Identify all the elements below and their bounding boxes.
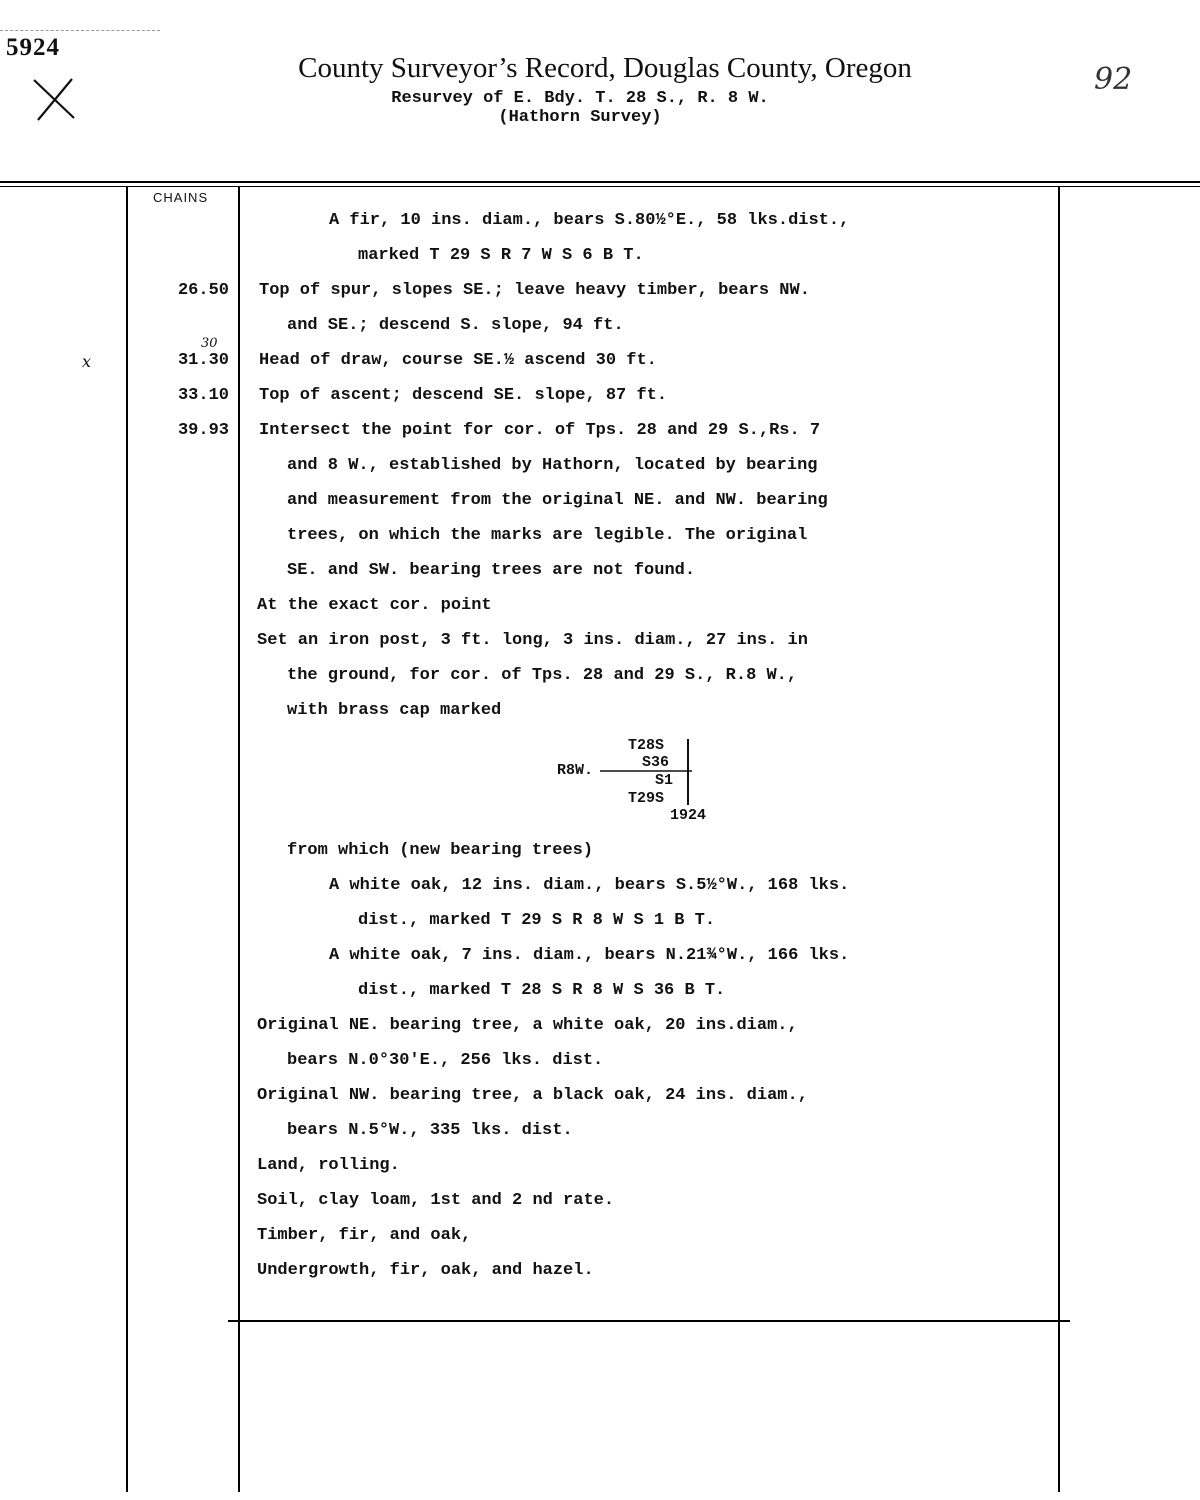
record-line: and SE.; descend S. slope, 94 ft.: [287, 316, 624, 335]
record-line: the ground, for cor. of Tps. 28 and 29 S., R.8 W.,: [287, 666, 798, 685]
record-line: A fir, 10 ins. diam., bears S.80½°E., 58 lks.dist.,: [329, 211, 850, 230]
margin-check-mark: x: [82, 352, 92, 371]
cap-section-lower: S1: [655, 772, 674, 789]
record-line: Soil, clay loam, 1st and 2 nd rate.: [257, 1191, 615, 1210]
record-line: Original NW. bearing tree, a black oak, 24 ins. diam.,: [257, 1086, 808, 1105]
chain-value: 39.93: [177, 421, 229, 440]
record-line: and measurement from the original NE. and NW. bearing: [287, 491, 828, 510]
record-line: from which (new bearing trees): [287, 841, 594, 860]
record-line: with brass cap marked: [287, 701, 502, 720]
cap-township-top: T28S: [628, 737, 665, 754]
subtitle-line-2: (Hathorn Survey): [498, 108, 662, 127]
record-line: A white oak, 7 ins. diam., bears N.21¾°W., 166 lks.: [329, 946, 850, 965]
record-line: bears N.0°30'E., 256 lks. dist.: [287, 1051, 604, 1070]
subtitle-line-1: Resurvey of E. Bdy. T. 28 S., R. 8 W.: [391, 89, 769, 108]
record-line: bears N.5°W., 335 lks. dist.: [287, 1121, 573, 1140]
page-number: 92: [1094, 62, 1133, 97]
record-line: Top of spur, slopes SE.; leave heavy timber, bears NW.: [259, 281, 810, 300]
record-line: Undergrowth, fir, oak, and hazel.: [257, 1261, 594, 1280]
cap-township-bottom: T29S: [628, 790, 665, 807]
record-line: and 8 W., established by Hathorn, located by bearing: [287, 456, 818, 475]
doc-number-rule: [0, 30, 160, 32]
cap-year: 1924: [670, 807, 707, 824]
top-rule: [0, 181, 1200, 183]
section-end-rule: [228, 1320, 1070, 1322]
brass-cap-diagram: [540, 735, 720, 827]
record-line: Top of ascent; descend SE. slope, 87 ft.: [259, 386, 668, 405]
record-line: dist., marked T 29 S R 8 W S 1 B T.: [358, 911, 716, 930]
chains-column-rule: [238, 187, 240, 1492]
record-line: dist., marked T 28 S R 8 W S 36 B T.: [358, 981, 726, 1000]
chains-column-header: CHAINS: [153, 190, 209, 205]
left-margin-rule: [126, 187, 128, 1492]
page-title: County Surveyor’s Record, Douglas County, Oregon: [298, 52, 912, 84]
record-line: marked T 29 S R 7 W S 6 B T.: [358, 246, 644, 265]
cap-lines: [540, 735, 720, 827]
record-line: A white oak, 12 ins. diam., bears S.5½°W., 168 lks.: [329, 876, 850, 895]
cap-range: R8W.: [557, 762, 594, 779]
record-line: Land, rolling.: [257, 1156, 400, 1175]
right-margin-rule: [1058, 187, 1060, 1492]
record-line: At the exact cor. point: [257, 596, 492, 615]
record-line: SE. and SW. bearing trees are not found.: [287, 561, 696, 580]
chain-value: 26.50: [177, 281, 229, 300]
top-rule-thin: [0, 186, 1200, 187]
chain-value: 33.10: [177, 386, 229, 405]
document-number: 5924: [6, 34, 60, 61]
record-line: Timber, fir, and oak,: [257, 1226, 472, 1245]
record-line: trees, on which the marks are legible. The original: [287, 526, 808, 545]
record-line: Set an iron post, 3 ft. long, 3 ins. diam., 27 ins. in: [257, 631, 808, 650]
record-line: Original NE. bearing tree, a white oak, 20 ins.diam.,: [257, 1016, 798, 1035]
chain-value: 31.30: [177, 351, 229, 370]
page-subtitle: [0, 89, 1160, 127]
chain-correction: 30: [201, 336, 218, 351]
cap-section-upper: S36: [642, 754, 670, 771]
record-line: Intersect the point for cor. of Tps. 28 and 29 S.,Rs. 7: [259, 421, 821, 440]
record-line: Head of draw, course SE.½ ascend 30 ft.: [259, 351, 657, 370]
